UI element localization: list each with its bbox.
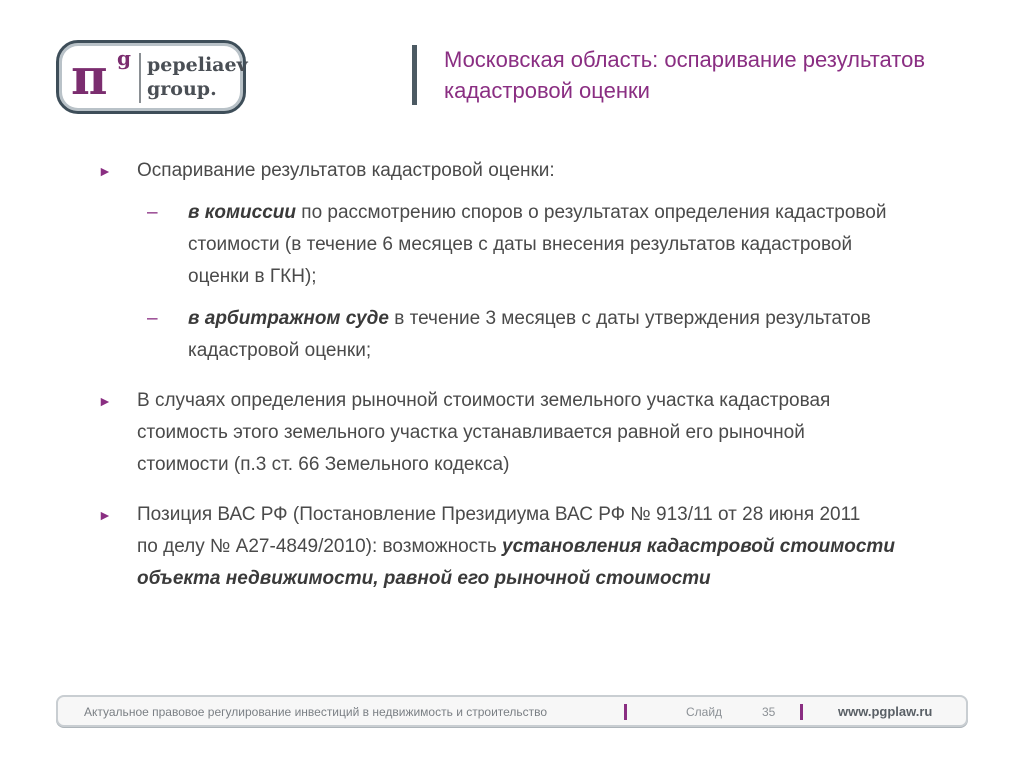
website-link[interactable]: www.pgplaw.ru <box>838 704 933 719</box>
emphasis-text: установления кадастровой стоимости <box>502 536 895 557</box>
logo-wordmark <box>147 53 248 101</box>
slide-footer <box>56 695 968 727</box>
sub-line: стоимости (в течение 6 месяцев с даты внесения результатов кадастровой <box>188 234 853 255</box>
dash-marker-icon: – <box>147 308 158 329</box>
sub-line: кадастровой оценки; <box>188 340 372 361</box>
slide-title-line-2: кадастровой оценки <box>444 78 650 103</box>
dash-marker-icon: – <box>147 202 158 223</box>
emphasis-text: в арбитражном суде <box>188 308 389 329</box>
bullet-marker-icon: ► <box>98 163 112 179</box>
slide-number: 35 <box>762 705 776 719</box>
slide-title-line-1: Московская область: оспаривание результатов <box>444 47 926 72</box>
footer-separator <box>800 704 803 720</box>
slide-title <box>444 44 1004 106</box>
slide-label: Слайд <box>686 705 723 719</box>
bullet-marker-icon: ► <box>98 507 112 523</box>
bullet-marker-icon: ► <box>98 393 112 409</box>
bullet-line: объекта недвижимости, равной его рыночной стоимости <box>137 568 711 589</box>
slide-content <box>92 155 972 595</box>
logo-line-2: group. <box>147 78 217 100</box>
bullet-line: В случаях определения рыночной стоимости земельного участка кадастровая <box>137 390 831 411</box>
footer-separator <box>624 704 627 720</box>
bullet-line: Позиция ВАС РФ (Постановление Президиума ВАС РФ № 913/11 от 28 июня 2011 <box>137 504 861 525</box>
sub-item <box>92 197 972 293</box>
bullet-line <box>137 531 972 563</box>
logo-line-1: pepeliaev <box>147 54 248 76</box>
bullet-text: Оспаривание результатов кадастровой оценки: <box>137 160 555 181</box>
bullet-item <box>92 385 972 481</box>
bullet-line: стоимости (п.3 ст. 66 Земельного кодекса) <box>137 454 510 475</box>
footer-caption: Актуальное правовое регулирование инвестиций в недвижимость и строительство <box>84 705 548 719</box>
bullet-line: стоимость этого земельного участка устанавливается равной его рыночной <box>137 422 805 443</box>
logo-divider <box>139 53 141 103</box>
sub-text: по рассмотрению споров о результатах определения кадастровой <box>296 202 887 223</box>
title-accent-bar <box>412 45 417 105</box>
sub-item <box>92 303 972 367</box>
logo-pi-symbol: π <box>71 47 108 106</box>
sub-text: в течение 3 месяцев с даты утверждения результатов <box>388 308 871 329</box>
bullet-item <box>92 155 972 187</box>
company-logo <box>56 40 246 114</box>
logo-superscript: g <box>117 46 131 70</box>
bullet-item <box>92 499 972 595</box>
sub-line <box>188 303 972 335</box>
emphasis-text: в комиссии <box>188 202 296 223</box>
sub-line: оценки в ГКН); <box>188 266 317 287</box>
sub-line <box>188 197 972 229</box>
bullet-text: по делу № А27-4849/2010): возможность <box>137 536 503 557</box>
